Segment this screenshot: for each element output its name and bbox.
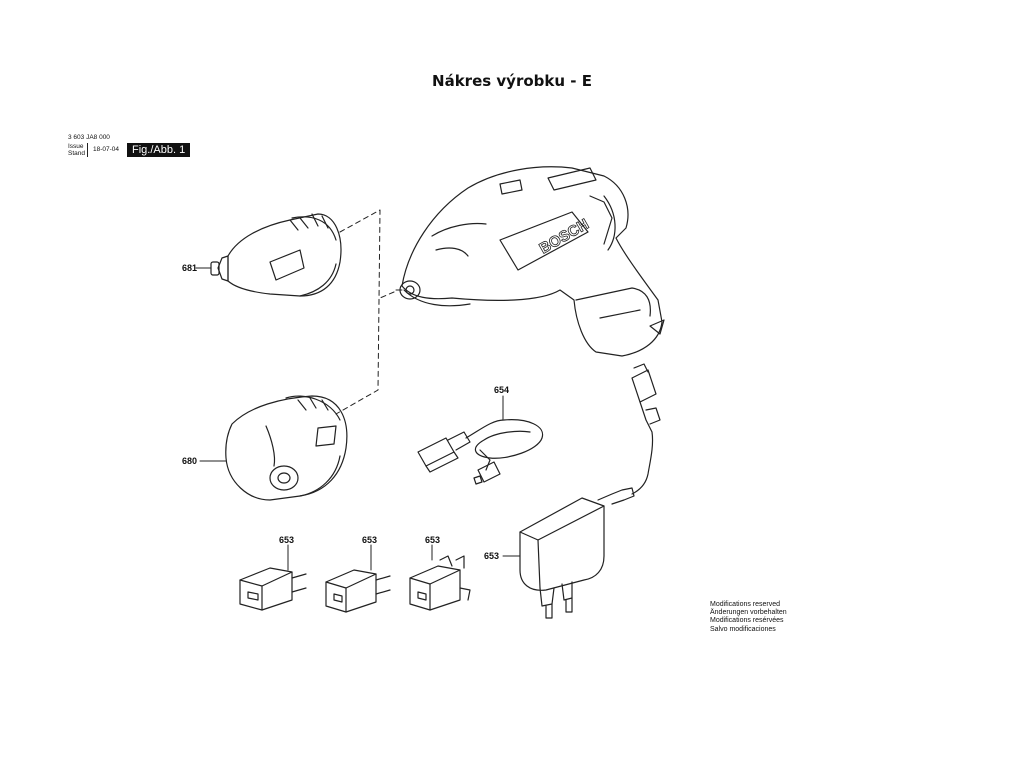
callout-653-b: 653 bbox=[362, 535, 378, 545]
modification-note: Salvo modificaciones bbox=[710, 625, 776, 633]
document-number: 3 603 JA8 000 bbox=[68, 134, 110, 141]
issue-date: 18-07-04 bbox=[93, 146, 120, 153]
page-title: Nákres výrobku - E bbox=[432, 72, 592, 90]
usb-cable-654 bbox=[418, 396, 543, 484]
callout-680: 680 bbox=[182, 456, 198, 466]
angle-attachment-680 bbox=[226, 396, 347, 500]
stand-label: Stand bbox=[68, 150, 85, 157]
adapter-653-c bbox=[410, 556, 470, 610]
modification-note: Modifications reserved bbox=[710, 601, 781, 608]
straight-attachment-681 bbox=[211, 214, 341, 296]
callout-653-d: 653 bbox=[484, 551, 500, 561]
adapter-653-b bbox=[326, 570, 390, 612]
screwdriver-body bbox=[400, 167, 664, 356]
charger-cord bbox=[632, 364, 660, 494]
modification-note: Änderungen vorbehalten bbox=[710, 609, 787, 617]
issue-label: Issue bbox=[68, 143, 84, 150]
callout-654: 654 bbox=[494, 385, 510, 395]
adapter-653-a bbox=[240, 568, 306, 610]
callout-653-a: 653 bbox=[279, 535, 295, 545]
brand-mark: BOSCH bbox=[536, 215, 592, 258]
modification-notes bbox=[710, 601, 787, 634]
figure-label: Fig./Abb. 1 bbox=[127, 143, 190, 157]
charger-653-large bbox=[520, 488, 634, 618]
callout-653-c: 653 bbox=[425, 535, 441, 545]
modification-note: Modifications resérvées bbox=[710, 617, 784, 625]
callout-681: 681 bbox=[182, 263, 198, 273]
